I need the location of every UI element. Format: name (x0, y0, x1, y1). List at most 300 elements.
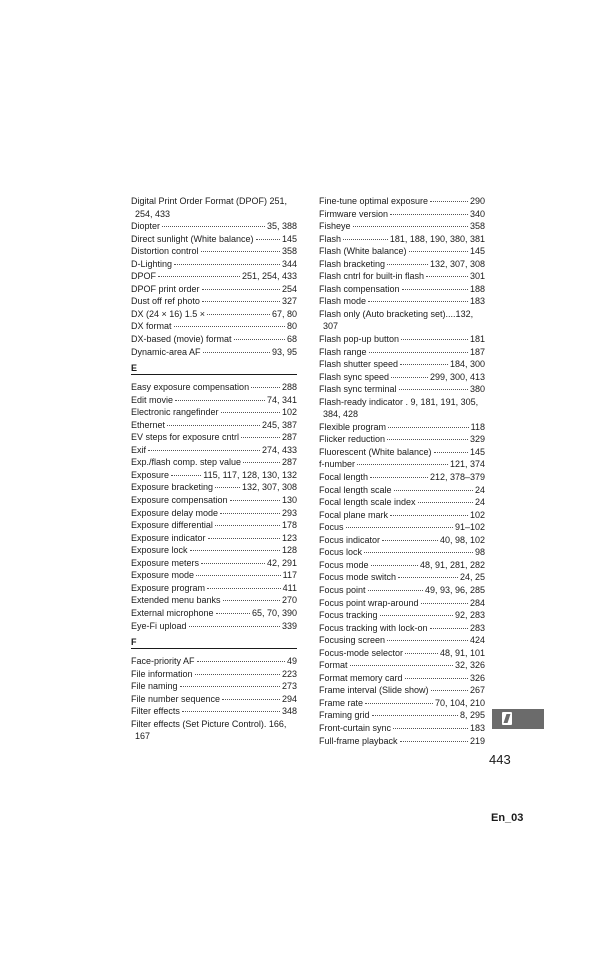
index-term: Format (319, 660, 348, 671)
index-pages: 184, 300 (449, 359, 485, 370)
index-entry (319, 233, 485, 246)
index-entry (319, 383, 485, 396)
index-term: Exposure meters (131, 557, 200, 568)
dot-leader (372, 715, 458, 716)
dot-leader (400, 364, 448, 365)
index-entry (131, 569, 297, 582)
index-pages: 128 (281, 545, 297, 556)
index-entry (131, 544, 297, 557)
index-entry (131, 469, 297, 482)
index-term: Dust off ref photo (131, 296, 200, 307)
dot-leader (251, 387, 280, 388)
index-entry (131, 607, 297, 620)
index-term: Focal length scale index (319, 497, 416, 508)
index-entry (131, 693, 297, 706)
index-entry (319, 396, 485, 421)
index-pages: 344 (281, 258, 297, 269)
index-term: Focal length scale (319, 484, 392, 495)
index-term: Flexible program (319, 421, 387, 432)
index-term: Flash shutter speed (319, 359, 399, 370)
index-pages: 80 (286, 321, 297, 332)
index-term: Framing grid (319, 710, 370, 721)
dot-leader (371, 565, 418, 566)
index-entry (319, 484, 485, 497)
dot-leader (369, 352, 468, 353)
index-entry (131, 519, 297, 532)
index-term: Exposure lock (131, 545, 188, 556)
index-pages: 287 (281, 432, 297, 443)
index-pages: 67, 80 (271, 308, 297, 319)
dot-leader (368, 590, 423, 591)
dot-leader (387, 264, 428, 265)
index-entry (131, 233, 297, 246)
dot-leader (401, 339, 468, 340)
index-entry (131, 620, 297, 633)
index-column-right (319, 195, 485, 747)
index-term: Focusing screen (319, 635, 386, 646)
index-entry-continuation: 307 (323, 321, 339, 332)
index-pages: 24 (474, 484, 485, 495)
index-entry-text: Digital Print Order Format (DPOF) 251, (131, 196, 288, 206)
index-entry (319, 220, 485, 233)
index-term: Distortion control (131, 246, 199, 257)
dot-leader (391, 377, 428, 378)
dot-leader (220, 513, 280, 514)
index-term: f-number (319, 459, 356, 470)
index-term: Exposure program (131, 582, 206, 593)
dot-leader (394, 490, 473, 491)
index-pages: 187 (469, 346, 485, 357)
index-entry (319, 597, 485, 610)
dot-leader (243, 462, 280, 463)
index-term: Diopter (131, 221, 161, 232)
index-pages: 65, 70, 390 (251, 607, 297, 618)
index-entry (319, 609, 485, 622)
dot-leader (203, 352, 270, 353)
index-pages: 287 (281, 457, 297, 468)
index-entry (131, 245, 297, 258)
index-term: Exif (131, 444, 147, 455)
dot-leader (421, 603, 468, 604)
index-entry (319, 722, 485, 735)
index-entry (131, 406, 297, 419)
index-pages: 223 (281, 668, 297, 679)
dot-leader (426, 276, 468, 277)
index-pages: 68 (286, 334, 297, 345)
index-term: Focus point wrap-around (319, 597, 419, 608)
index-term: Focus mode switch (319, 572, 397, 583)
index-entry (319, 283, 485, 296)
index-pages: 145 (469, 446, 485, 457)
index-entry (131, 532, 297, 545)
index-pages: 219 (469, 735, 485, 746)
index-term: Flash bracketing (319, 258, 386, 269)
index-pages: 290 (469, 196, 485, 206)
index-entry (319, 509, 485, 522)
index-term: Exposure delay mode (131, 507, 219, 518)
index-entry (131, 195, 297, 220)
dot-leader (167, 425, 260, 426)
index-entry-continuation: 167 (135, 731, 151, 742)
footer-code: En_03 (491, 812, 524, 824)
index-entry (319, 521, 485, 534)
index-entry (319, 458, 485, 471)
index-entry-continuation: 384, 428 (323, 409, 359, 420)
index-pages: 188 (469, 283, 485, 294)
index-entry (319, 684, 485, 697)
index-pages: 40, 98, 102 (439, 534, 485, 545)
index-entry (131, 444, 297, 457)
index-pages: 270 (281, 595, 297, 606)
dot-leader (364, 552, 473, 553)
index-term: External microphone (131, 607, 214, 618)
index-entry (131, 594, 297, 607)
index-entry (319, 245, 485, 258)
index-entry (319, 421, 485, 434)
index-pages: 267 (469, 685, 485, 696)
index-entry (319, 709, 485, 722)
index-entry (319, 584, 485, 597)
index-entry (131, 507, 297, 520)
index-entry (131, 557, 297, 570)
index-entry (131, 258, 297, 271)
index-entry (131, 308, 297, 321)
dot-leader (223, 600, 280, 601)
dot-leader (405, 653, 438, 654)
index-pages: 49 (286, 656, 297, 667)
reference-section-tab (492, 709, 544, 729)
index-entry (319, 371, 485, 384)
index-entry (131, 655, 297, 668)
index-term: DX (24 × 16) 1.5 × (131, 308, 206, 319)
index-entry (131, 346, 297, 359)
index-pages: 274, 433 (261, 444, 297, 455)
dot-leader (174, 326, 285, 327)
dot-leader (201, 251, 280, 252)
index-pages: 326 (469, 672, 485, 683)
index-pages: 245, 387 (261, 419, 297, 430)
index-pages: 183 (469, 296, 485, 307)
index-entry (319, 208, 485, 221)
index-term: Focus tracking (319, 610, 378, 621)
index-pages: 339 (281, 620, 297, 631)
index-term: D-Lighting (131, 258, 173, 269)
index-entry (131, 333, 297, 346)
dot-leader (343, 239, 388, 240)
index-pages: 273 (281, 681, 297, 692)
index-entry (319, 258, 485, 271)
index-term: Ethernet (131, 419, 166, 430)
index-pages: 91–102 (454, 522, 485, 533)
index-entry (131, 668, 297, 681)
index-entry (319, 634, 485, 647)
index-term: Exposure compensation (131, 495, 228, 506)
index-entry (319, 622, 485, 635)
index-pages: 284 (469, 597, 485, 608)
dot-leader (208, 538, 280, 539)
dot-leader (182, 711, 280, 712)
dot-leader (399, 389, 468, 390)
index-entry (319, 546, 485, 559)
index-pages: 121, 374 (449, 459, 485, 470)
index-entry (319, 295, 485, 308)
index-section-heading: F (131, 636, 297, 649)
index-pages: 380 (469, 384, 485, 395)
dot-leader (382, 540, 438, 541)
dot-leader (197, 661, 285, 662)
index-pages: 348 (281, 706, 297, 717)
index-entry (319, 358, 485, 371)
index-pages: 48, 91, 101 (439, 647, 485, 658)
index-entry-text: Filter effects (Set Picture Control). 166, (131, 718, 287, 729)
index-term: Flash sync terminal (319, 384, 397, 395)
index-column-left (131, 195, 297, 743)
index-term: Flicker reduction (319, 434, 386, 445)
index-term: Filter effects (131, 706, 180, 717)
index-pages: 123 (281, 532, 297, 543)
dot-leader (388, 427, 469, 428)
index-term: Flash pop-up button (319, 334, 400, 345)
index-pages: 358 (281, 246, 297, 257)
dot-leader (202, 289, 280, 290)
dot-leader (418, 502, 473, 503)
dot-leader (390, 214, 468, 215)
index-pages: 42, 291 (266, 557, 297, 568)
index-term: DX-based (movie) format (131, 334, 232, 345)
index-term: EV steps for exposure cntrl (131, 432, 240, 443)
index-pages: 32, 326 (454, 660, 485, 671)
index-term: Flash cntrl for built-in flash (319, 271, 425, 282)
index-entry (131, 295, 297, 308)
dot-leader (174, 264, 280, 265)
index-term: Exposure indicator (131, 532, 206, 543)
index-pages: 299, 300, 413 (429, 371, 485, 382)
dot-leader (431, 690, 468, 691)
dot-leader (353, 226, 468, 227)
index-term: Full-frame playback (319, 735, 398, 746)
index-entry (131, 394, 297, 407)
dot-leader (380, 615, 453, 616)
index-pages: 92, 283 (454, 610, 485, 621)
index-entry (131, 582, 297, 595)
index-pages: 132, 307, 308 (429, 258, 485, 269)
index-pages: 102 (469, 509, 485, 520)
index-section-heading: E (131, 362, 297, 375)
index-term: Direct sunlight (White balance) (131, 233, 254, 244)
index-pages: 358 (469, 221, 485, 232)
index-pages: 102 (281, 407, 297, 418)
index-pages: 294 (281, 693, 297, 704)
index-pages: 98 (474, 547, 485, 558)
dot-leader (216, 613, 250, 614)
index-entry (131, 494, 297, 507)
index-entry-continuation: 254, 433 (135, 208, 171, 219)
index-term: Flash range (319, 346, 367, 357)
index-pages: 74, 341 (266, 394, 297, 405)
index-pages: 301 (469, 271, 485, 282)
index-pages: 35, 388 (266, 221, 297, 232)
dot-leader (393, 728, 468, 729)
index-term: Focus indicator (319, 534, 381, 545)
index-pages: 212, 378–379 (429, 472, 485, 483)
index-pages: 340 (469, 208, 485, 219)
index-term: Fisheye (319, 221, 351, 232)
index-term: Face-priority AF (131, 656, 195, 667)
index-entry-text: Flash-ready indicator . 9, 181, 191, 305, (319, 396, 479, 407)
index-term: Exposure (131, 469, 170, 480)
dot-leader (387, 439, 468, 440)
index-pages: 115, 117, 128, 130, 132 (203, 469, 297, 480)
index-pages: 251, 254, 433 (241, 271, 297, 282)
index-entry (131, 456, 297, 469)
dot-leader (234, 339, 285, 340)
dot-leader (365, 703, 433, 704)
index-term: Front-curtain sync (319, 722, 392, 733)
index-entry (319, 659, 485, 672)
index-term: Focus point (319, 584, 366, 595)
index-pages: 118 (470, 421, 485, 432)
index-term: File number sequence (131, 693, 221, 704)
dot-leader (405, 678, 468, 679)
dot-leader (434, 452, 468, 453)
index-pages: 117 (282, 570, 297, 581)
dot-leader (409, 251, 468, 252)
index-pages: 327 (281, 296, 297, 307)
index-pages: 283 (469, 622, 485, 633)
index-entry (319, 559, 485, 572)
index-term: Exp./flash comp. step value (131, 457, 242, 468)
dot-leader (390, 515, 468, 516)
index-term: Edit movie (131, 394, 174, 405)
index-entry (319, 672, 485, 685)
dot-leader (190, 550, 280, 551)
index-term: Flash mode (319, 296, 367, 307)
index-entry (319, 270, 485, 283)
index-entry (131, 680, 297, 693)
index-entry (131, 320, 297, 333)
index-entry (131, 705, 297, 718)
dot-leader (171, 475, 201, 476)
dot-leader (221, 412, 280, 413)
index-entry (319, 308, 485, 333)
index-pages: 178 (281, 520, 297, 531)
index-entry (319, 195, 485, 208)
dot-leader (387, 640, 468, 641)
index-entry-text: Flash only (Auto bracketing set)....132, (319, 308, 474, 319)
index-entry (131, 419, 297, 432)
index-entry (319, 496, 485, 509)
index-term: File information (131, 668, 193, 679)
index-term: Electronic rangefinder (131, 407, 219, 418)
index-entry (319, 697, 485, 710)
index-term: Fluorescent (White balance) (319, 446, 432, 457)
index-entry (319, 346, 485, 359)
dot-leader (370, 477, 428, 478)
index-term: Fine-tune optimal exposure (319, 196, 429, 206)
index-entry (131, 381, 297, 394)
index-pages: 49, 93, 96, 285 (424, 584, 485, 595)
index-term: Format memory card (319, 672, 403, 683)
index-term: DPOF (131, 271, 157, 282)
index-pages: 8, 295 (459, 710, 485, 721)
dot-leader (215, 487, 240, 488)
index-term: Flash sync speed (319, 371, 390, 382)
index-pages: 183 (469, 722, 485, 733)
index-pages: 70, 104, 210 (434, 697, 485, 708)
dot-leader (175, 400, 265, 401)
index-pages: 288 (281, 382, 297, 393)
dot-leader (222, 699, 280, 700)
index-pages: 424 (469, 635, 485, 646)
index-pages: 48, 91, 281, 282 (419, 559, 485, 570)
dot-leader (196, 575, 281, 576)
index-term: Exposure mode (131, 570, 195, 581)
index-term: Firmware version (319, 208, 389, 219)
dot-leader (162, 226, 265, 227)
index-entry (319, 446, 485, 459)
dot-leader (430, 201, 468, 202)
index-pages: 411 (282, 582, 297, 593)
index-pages: 293 (281, 507, 297, 518)
index-term: Exposure bracketing (131, 482, 214, 493)
index-term: Focal length (319, 472, 369, 483)
index-term: Flash (319, 233, 342, 244)
index-entry (131, 718, 297, 743)
dot-leader (357, 464, 448, 465)
index-term: File naming (131, 681, 178, 692)
dot-leader (346, 527, 453, 528)
index-term: Focus (319, 522, 344, 533)
dot-leader (398, 577, 458, 578)
index-pages: 145 (281, 233, 297, 244)
index-entry (319, 571, 485, 584)
dot-leader (402, 289, 468, 290)
index-pages: 145 (469, 246, 485, 257)
index-pages: 132, 307, 308 (241, 482, 297, 493)
dot-leader (430, 628, 468, 629)
dot-leader (350, 665, 453, 666)
index-term: DPOF print order (131, 283, 200, 294)
index-pages: 254 (281, 283, 297, 294)
index-entry (319, 333, 485, 346)
index-entry (319, 735, 485, 748)
index-pages: 24, 25 (459, 572, 485, 583)
index-pages: 24 (474, 497, 485, 508)
dot-leader (207, 314, 270, 315)
index-term: Focal plane mark (319, 509, 389, 520)
index-pages: 93, 95 (271, 346, 297, 357)
index-term: Focus mode (319, 559, 369, 570)
dot-leader (241, 437, 280, 438)
dot-leader (189, 626, 280, 627)
index-term: Focus lock (319, 547, 363, 558)
dot-leader (207, 588, 281, 589)
dot-leader (180, 686, 280, 687)
index-term: Focus-mode selector (319, 647, 404, 658)
index-pages: 130 (281, 495, 297, 506)
dot-leader (202, 301, 280, 302)
index-entry (131, 431, 297, 444)
index-term: Flash (White balance) (319, 246, 407, 257)
index-term: Flash compensation (319, 283, 400, 294)
index-entry (319, 433, 485, 446)
index-pages: 181 (469, 334, 485, 345)
index-term: Eye-Fi upload (131, 620, 187, 631)
index-entry (319, 471, 485, 484)
dot-leader (215, 525, 280, 526)
dot-leader (148, 450, 260, 451)
index-entry (131, 283, 297, 296)
